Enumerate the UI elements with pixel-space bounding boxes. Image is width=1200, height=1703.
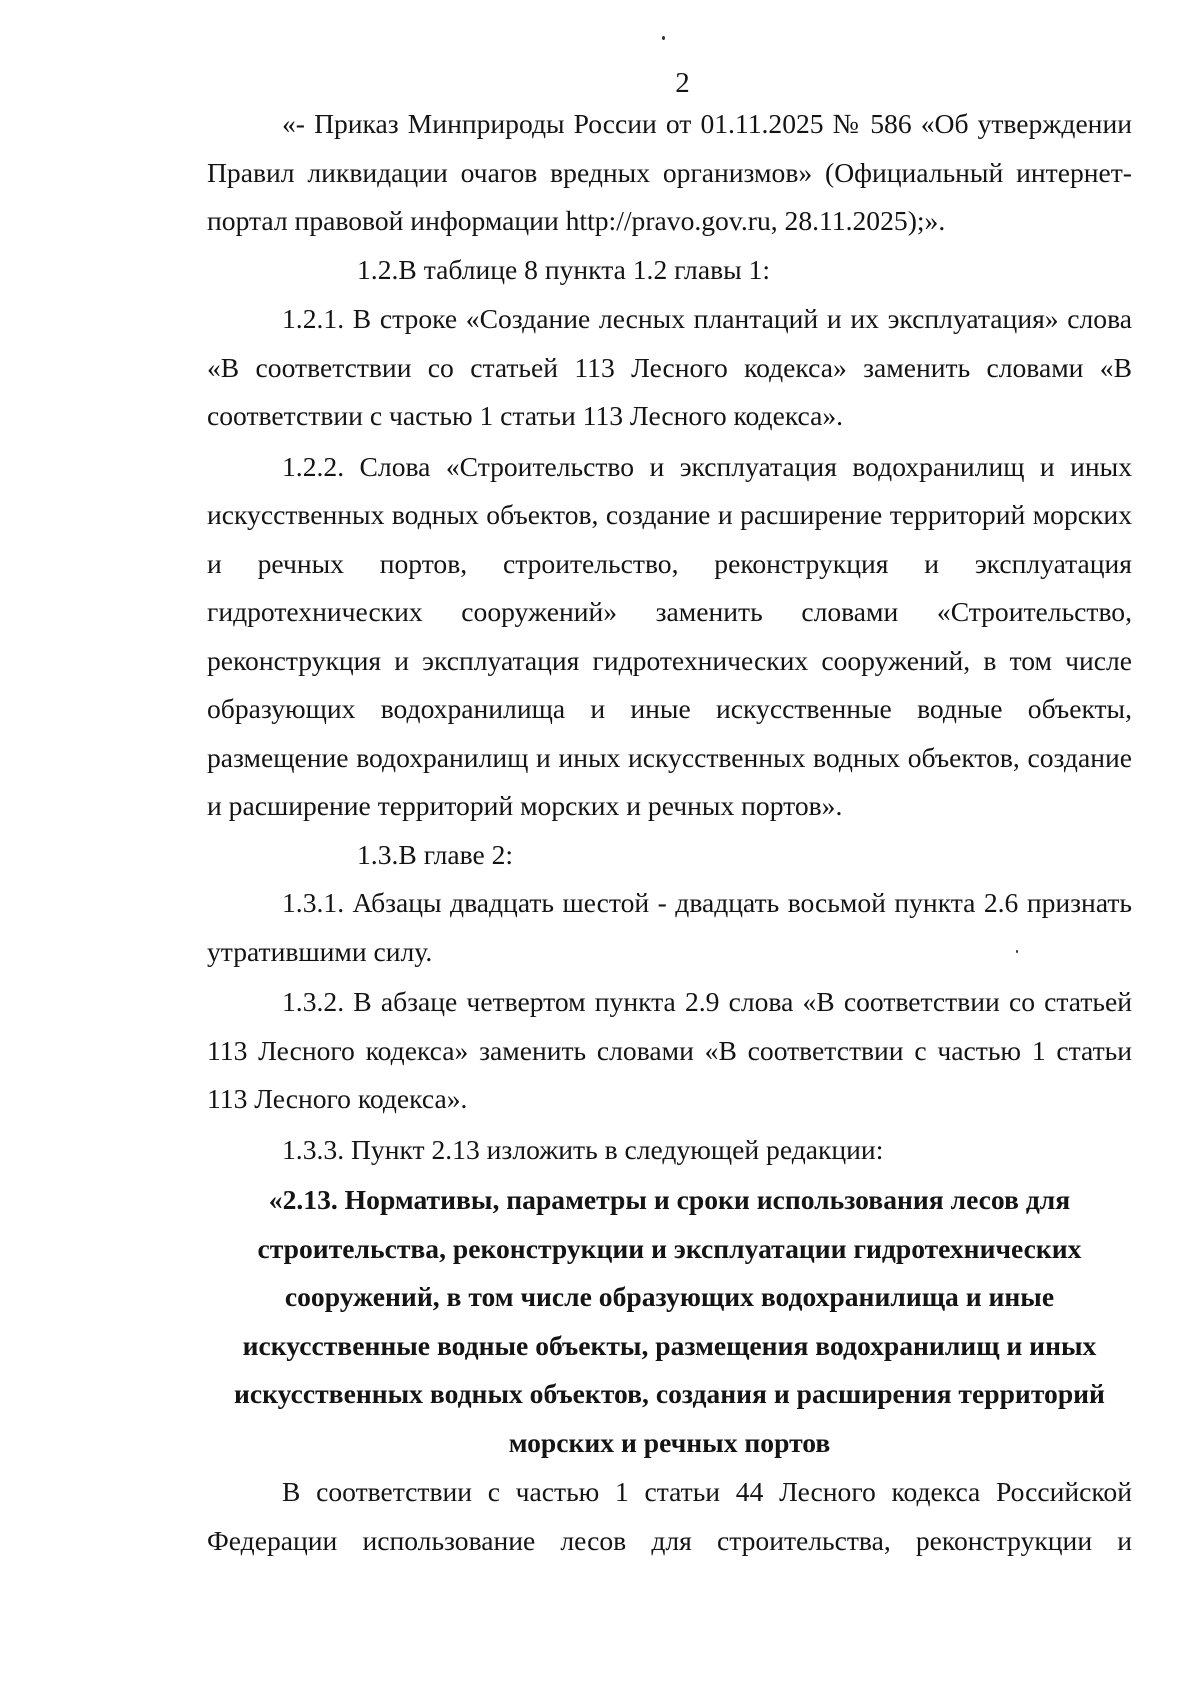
scan-speck bbox=[662, 36, 665, 40]
heading-line: морских и речных портов bbox=[508, 1426, 831, 1458]
item-text: В таблице 8 пункта 1.2 главы 1: bbox=[398, 253, 771, 285]
heading-line: «2.13. Нормативы, параметры и сроки использования лесов для bbox=[268, 1184, 1071, 1215]
paragraph-1-3-2: 1.3.2. В абзаце четвертом пункта 2.9 слова «В соответствии со статьей 113 Лесного кодекса» заменить словами «В соответствии с частью 1 статьи 113 Лесного кодекса». bbox=[207, 986, 1132, 1114]
paragraph-1-3 bbox=[207, 831, 1132, 880]
heading-line: строительства, реконструкции и эксплуатации гидротехнических bbox=[257, 1232, 1082, 1264]
paragraph-1-2-1: 1.2.1. В строке «Создание лесных плантаций и их эксплуатация» слова «В соответствии со статьей 113 Лесного кодекса» заменить словами «В соответствии с частью 1 статьи 113 Лесного кодекса». bbox=[207, 303, 1132, 431]
item-text: В главе 2: bbox=[398, 838, 514, 870]
item-number: 1.3. bbox=[357, 838, 399, 870]
heading-line: искусственных водных объектов, создания и расширения территорий bbox=[234, 1378, 1105, 1409]
paragraph-2-13-body: В соответствии с частью 1 статьи 44 Лесного кодекса Российской Федерации использование лесов для строительства, реконструкции и bbox=[207, 1476, 1132, 1556]
paragraph-order-reference: «- Приказ Минприроды России от 01.11.2025 № 586 «Об утверждении Правил ликвидации очагов вредных организмов» (Официальный интернет-портал правовой информации http://pravo.gov.ru, 28.11.2025);». bbox=[207, 108, 1132, 236]
paragraph-1-3-1: 1.3.1. Абзацы двадцать шестой - двадцать восьмой пункта 2.6 признать утратившими силу. bbox=[207, 887, 1132, 967]
paragraph-1-2-2: 1.2.2. Слова «Строительство и эксплуатация водохранилищ и иных искусственных водных объектов, создание и расширение территорий морских и речных портов, строительство, реконструкция и эксплуатация гидротехнических сооружений» заменить словами «Строительство, реконструкция и эксплуатация гидротехнических сооружений, в том числе образующих водохранилища и иные искусственные водные объекты, размещение водохранилищ и иных искусственных водных объектов, создание и расширение территорий морских и речных портов». bbox=[207, 450, 1132, 821]
document-body bbox=[207, 100, 1132, 1565]
paragraph-1-2 bbox=[207, 246, 1132, 295]
page-number: 2 bbox=[675, 67, 690, 99]
item-number: 1.2. bbox=[357, 253, 399, 285]
heading-line: искусственные водные объекты, размещения водохранилищ и иных bbox=[242, 1329, 1097, 1361]
paragraph-1-3-3: 1.3.3. Пункт 2.13 изложить в следующей редакции: bbox=[282, 1133, 884, 1165]
section-heading-2-13 bbox=[207, 1176, 1132, 1467]
heading-line: сооружений, в том числе образующих водохранилища и иные bbox=[284, 1281, 1055, 1312]
